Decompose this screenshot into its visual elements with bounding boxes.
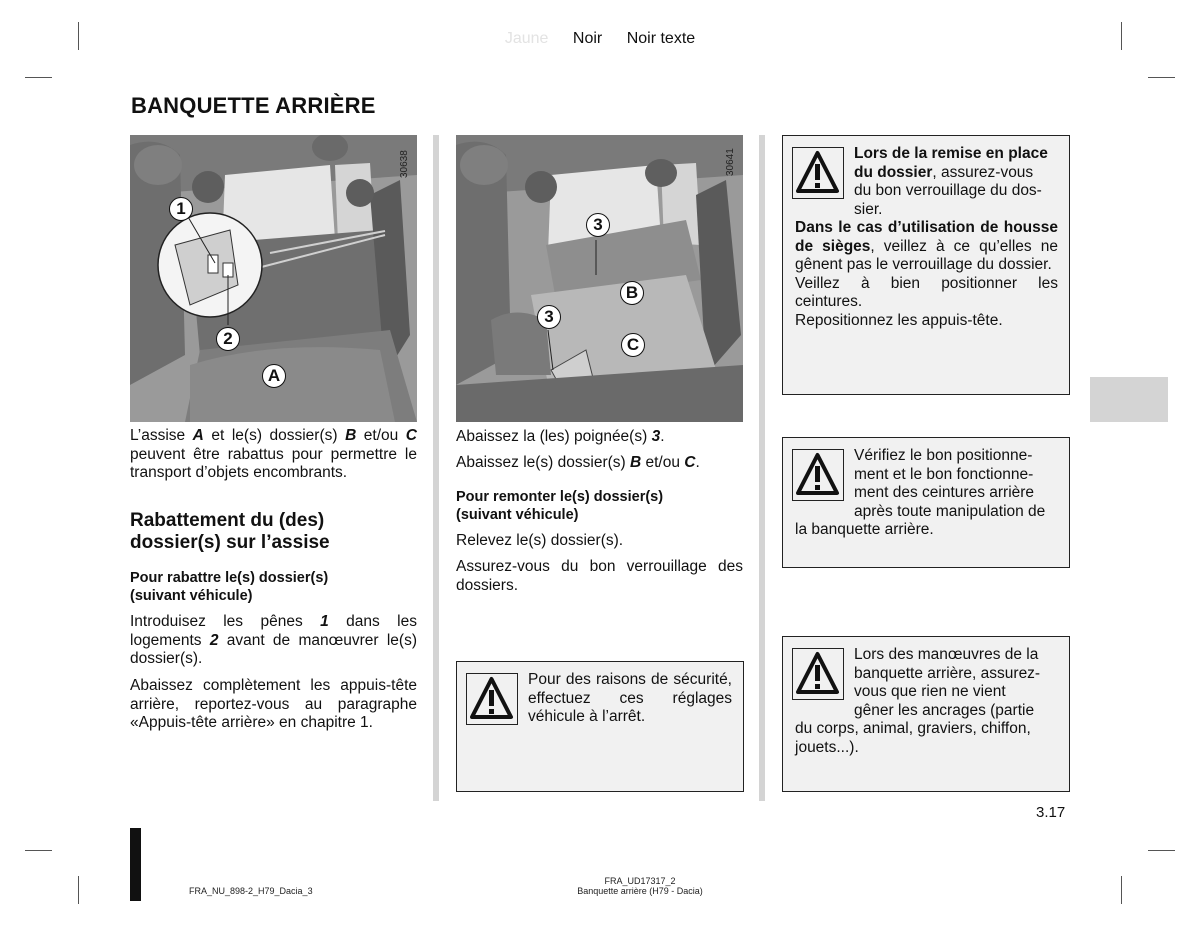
column-divider: [759, 135, 765, 801]
paragraph-raise: Relevez le(s) dossier(s).: [456, 532, 624, 549]
column-1-text: [130, 427, 417, 483]
callout-A: A: [262, 364, 286, 388]
ref-c: C: [684, 454, 696, 471]
ref-3: 3: [651, 428, 661, 445]
paragraph-locking: Assurez-vous du bon verrouillage des dossiers.: [456, 558, 743, 594]
caption-ref-b: B: [345, 427, 357, 444]
paragraph-text: avant de manœuvrer le(s) dossier(s).: [130, 631, 417, 667]
warning-paragraph: [795, 219, 1058, 275]
warning-text-run: , veillez à ce qu’elles ne gênent pas le verrouillage du dossier.: [795, 237, 1058, 273]
warning-text-run: , assurez-vous: [932, 163, 1034, 181]
warning-line: la banquette arrière.: [795, 521, 934, 538]
callout-3-bottom: 3: [537, 305, 561, 329]
crop-mark: [25, 77, 52, 78]
figure-caption: [130, 427, 417, 483]
warning-line: [854, 164, 1058, 183]
warning-text: [795, 720, 1063, 757]
ref-b: B: [630, 454, 642, 471]
caption-text: peuvent être rabattus pour permettre le transport d’objets encombrants.: [130, 445, 417, 481]
crop-mark: [1148, 77, 1175, 78]
color-label-yellow: Jaune: [504, 30, 549, 47]
caption-ref-c: C: [405, 427, 417, 444]
crop-mark: [1121, 876, 1122, 904]
warning-bold: du dossier: [854, 163, 933, 181]
chapter-thumb-tab: [1090, 377, 1168, 422]
crop-mark: [78, 876, 79, 904]
ref-1: 1: [320, 613, 329, 630]
warning-bold: Lors de la remise en place: [854, 145, 1048, 162]
column-divider: [433, 135, 439, 801]
step-text: .: [695, 454, 700, 471]
color-separation-labels: [0, 30, 1200, 48]
warning-box-anchorages: [782, 636, 1070, 792]
figure-number: 30638: [399, 150, 410, 178]
rear-seat-photo-right: [456, 135, 743, 422]
warning-bold: Dans le cas d’utilisation de housse de sièges: [795, 219, 1058, 255]
warning-line: Lors des manœuvres de la: [854, 646, 1039, 663]
folded-seat-illustration: [456, 135, 743, 422]
footer-left: FRA_NU_898-2_H79_Dacia_3: [189, 886, 313, 896]
margin-marker-bar: [130, 828, 141, 901]
paragraph-headrests: Abaissez complètement les appuis-tête arrière, reportez-vous au paragraphe «Appuis-tête arrière» en chapitre 1.: [130, 677, 417, 731]
warning-icon: [466, 673, 518, 725]
step-text: et/ou: [641, 454, 685, 471]
page-number: 3.17: [1036, 804, 1066, 821]
warning-text: [795, 219, 1058, 330]
page-title: BANQUETTE ARRIÈRE: [131, 93, 376, 118]
crop-mark: [25, 850, 52, 851]
section-title: Rabattement du (des) dossier(s) sur l’assise: [130, 510, 330, 553]
paragraph-text: dans les logements: [130, 613, 417, 649]
crop-mark: [1148, 850, 1175, 851]
warning-box-safety: [456, 661, 744, 792]
subheading-raise: Pour remonter le(s) dossier(s) (suivant véhicule): [456, 489, 664, 523]
warning-paragraph: Veillez à bien positionner les ceintures.: [795, 274, 1058, 310]
color-label-black: Noir: [572, 30, 603, 47]
caption-text: et le(s) dossier(s): [203, 427, 346, 444]
warning-icon: [792, 648, 844, 700]
caption-ref-a: A: [192, 427, 204, 444]
warning-text: Pour des raisons de sécurité, effectuez ces réglages véhicule à l’arrêt.: [528, 671, 732, 725]
warning-box-backrest: [782, 135, 1070, 395]
step-lower-backrests: [456, 454, 743, 473]
warning-box-seatbelts: [782, 437, 1070, 568]
warning-text: [854, 447, 1058, 521]
step-text: Abaissez la (les) poignée(s): [456, 428, 652, 445]
warning-line: gêner les ancrages (partie: [854, 701, 1035, 719]
warning-text: [854, 646, 1058, 720]
paragraph-text: Introduisez les pênes: [130, 613, 321, 630]
warning-line: après toute manipulation de: [854, 502, 1046, 520]
caption-text: et/ou: [356, 427, 406, 444]
step-text: .: [660, 428, 665, 445]
callout-B: B: [620, 281, 644, 305]
color-label-black-text: Noir texte: [626, 30, 696, 47]
callout-3-top: 3: [586, 213, 610, 237]
ref-2: 2: [209, 631, 219, 649]
warning-paragraph: Repositionnez les appuis-tête.: [795, 311, 1003, 329]
warning-line: du corps, animal, graviers, chiffon,: [795, 720, 1031, 737]
warning-line: ment et le bon fonctionne-: [854, 465, 1034, 483]
figure-number: 30641: [725, 148, 736, 176]
footer-center-line1: FRA_UD17317_2: [604, 876, 676, 886]
footer-center-line2: Banquette arrière (H79 - Dacia): [577, 886, 703, 896]
paragraph-latches: [130, 613, 417, 669]
step-lower-handles: [456, 428, 743, 447]
subheading-fold: Pour rabattre le(s) dossier(s) (suivant véhicule): [130, 570, 329, 604]
warning-line: banquette arrière, assurez-: [854, 664, 1041, 682]
warning-icon: [792, 449, 844, 501]
warning-line: jouets...).: [795, 738, 859, 756]
warning-text: [854, 145, 1058, 219]
warning-line: Vérifiez le bon positionne-: [854, 447, 1033, 464]
warning-line: vous que rien ne vient: [854, 683, 1006, 700]
warning-line: sier.: [854, 200, 883, 218]
warning-icon: [792, 147, 844, 199]
rear-seat-photo-left: [130, 135, 417, 422]
callout-1: 1: [169, 197, 193, 221]
caption-text: L’assise: [130, 427, 193, 444]
warning-line: [854, 145, 1058, 164]
warning-line: du bon verrouillage du dos-: [854, 182, 1042, 199]
step-text: Abaissez le(s) dossier(s): [456, 454, 630, 471]
callout-2: 2: [216, 327, 240, 351]
callout-C: C: [621, 333, 645, 357]
warning-line: ment des ceintures arrière: [854, 484, 1035, 501]
